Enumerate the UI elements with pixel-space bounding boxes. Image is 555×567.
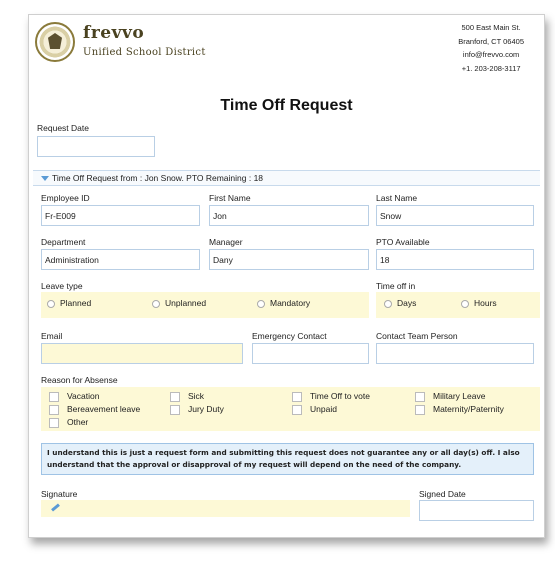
- checkbox-label: Vacation: [67, 391, 100, 401]
- request-date-input[interactable]: [37, 136, 155, 157]
- checkbox-label: Bereavement leave: [67, 404, 141, 414]
- radio-circle-icon[interactable]: [384, 300, 392, 308]
- radio-unplanned[interactable]: [152, 298, 206, 308]
- radio-label: Unplanned: [165, 298, 207, 308]
- brand-name: frevvo: [83, 23, 145, 43]
- checkbox-icon[interactable]: [49, 392, 59, 402]
- email-input[interactable]: [41, 343, 243, 364]
- address-line: +1. 203-208-3117: [461, 63, 521, 73]
- checkbox-icon[interactable]: [49, 405, 59, 415]
- checkbox-icon[interactable]: [415, 392, 425, 402]
- employee-id-input[interactable]: Fr-E009: [41, 205, 200, 226]
- emergency-contact-label: Emergency Contact: [252, 331, 327, 341]
- checkbox-icon[interactable]: [49, 418, 59, 428]
- radio-circle-icon[interactable]: [461, 300, 469, 308]
- radio-circle-icon[interactable]: [257, 300, 265, 308]
- signed-date-input[interactable]: [419, 500, 534, 521]
- last-name-input[interactable]: Snow: [376, 205, 534, 226]
- checkbox-bereavement[interactable]: [49, 404, 140, 415]
- address-line: 500 East Main St.: [461, 23, 521, 32]
- employee-id-label: Employee ID: [41, 193, 90, 203]
- checkbox-other[interactable]: [49, 417, 88, 428]
- address-line: Branford, CT 06405: [458, 36, 524, 46]
- radio-circle-icon[interactable]: [47, 300, 55, 308]
- pto-available-input[interactable]: 18: [376, 249, 534, 270]
- section-header[interactable]: [33, 170, 540, 186]
- signature-field[interactable]: [41, 500, 410, 517]
- checkbox-label: Unpaid: [310, 404, 337, 414]
- checkbox-military-leave[interactable]: [415, 391, 485, 402]
- email-label: Email: [41, 331, 63, 341]
- reason-label: Reason for Absense: [41, 375, 118, 385]
- checkbox-icon[interactable]: [170, 405, 180, 415]
- checkbox-label: Sick: [188, 391, 205, 401]
- checkbox-maternity-paternity[interactable]: [415, 404, 504, 415]
- department-input[interactable]: Administration: [41, 249, 200, 270]
- leave-type-label: Leave type: [41, 281, 83, 291]
- last-name-label: Last Name: [376, 193, 418, 203]
- address-block: [458, 21, 524, 75]
- checkbox-vacation[interactable]: [49, 391, 99, 402]
- department-label: Department: [41, 237, 86, 247]
- disclaimer-notice: I understand this is just a request form and submitting this request does not guarantee any or all day(s) off. I also understand that the approval or disapproval of my request will depend on the need of the company.: [41, 443, 534, 475]
- radio-days[interactable]: [384, 298, 416, 308]
- checkbox-unpaid[interactable]: [292, 404, 337, 415]
- signature-label: Signature: [41, 489, 78, 499]
- checkbox-jury-duty[interactable]: [170, 404, 224, 415]
- school-seal-icon: [35, 22, 75, 62]
- checkbox-icon[interactable]: [415, 405, 425, 415]
- contact-team-person-label: Contact Team Person: [376, 331, 458, 341]
- section-title: Time Off Request from : Jon Snow. PTO Remaining : 18: [52, 173, 264, 183]
- radio-hours[interactable]: [461, 298, 497, 308]
- manager-input[interactable]: Dany: [209, 249, 369, 270]
- collapse-triangle-icon[interactable]: [41, 176, 49, 181]
- radio-planned[interactable]: [47, 298, 91, 308]
- checkbox-label: Jury Duty: [188, 404, 224, 414]
- radio-label: Mandatory: [270, 298, 311, 308]
- first-name-input[interactable]: Jon: [209, 205, 369, 226]
- time-off-in-label: Time off in: [376, 281, 416, 291]
- contact-team-person-input[interactable]: [376, 343, 534, 364]
- emergency-contact-input[interactable]: [252, 343, 369, 364]
- signed-date-label: Signed Date: [419, 489, 466, 499]
- checkbox-label: Time Off to vote: [310, 391, 370, 401]
- radio-label: Days: [397, 298, 417, 308]
- form-page: [28, 14, 545, 538]
- checkbox-icon[interactable]: [170, 392, 180, 402]
- radio-mandatory[interactable]: [257, 298, 310, 308]
- checkbox-label: Maternity/Paternity: [433, 404, 504, 414]
- checkbox-sick[interactable]: [170, 391, 204, 402]
- radio-label: Hours: [474, 298, 497, 308]
- checkbox-time-off-to-vote[interactable]: [292, 391, 370, 402]
- checkbox-icon[interactable]: [292, 405, 302, 415]
- manager-label: Manager: [209, 237, 243, 247]
- pto-available-label: PTO Available: [376, 237, 430, 247]
- checkbox-icon[interactable]: [292, 392, 302, 402]
- address-line: info@frevvo.com: [462, 50, 520, 59]
- checkbox-label: Military Leave: [433, 391, 486, 401]
- request-date-label: Request Date: [37, 123, 89, 133]
- first-name-label: First Name: [209, 193, 251, 203]
- page-title: Time Off Request: [220, 97, 353, 114]
- district-name: Unified School District: [83, 47, 206, 58]
- checkbox-label: Other: [67, 417, 89, 427]
- radio-circle-icon[interactable]: [152, 300, 160, 308]
- radio-label: Planned: [60, 298, 92, 308]
